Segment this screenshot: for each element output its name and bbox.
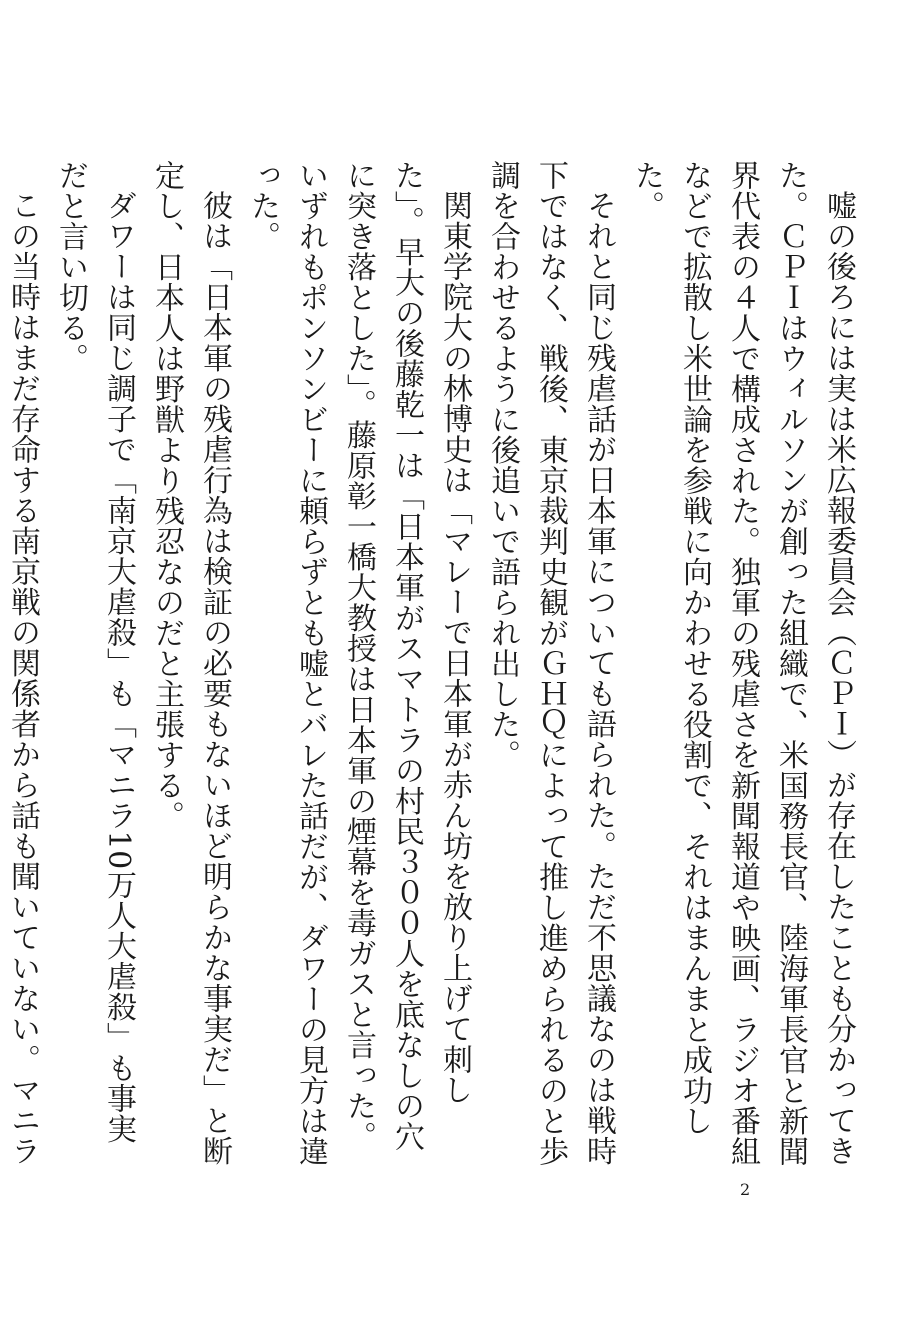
paragraph: 彼は「日本軍の残虐行為は検証の必要もないほど明らかな事実だ」と断定し、日本人は野獣より残忍なのだと主張する。	[149, 160, 232, 1166]
paragraph: 関東学院大の林博史は「マレーで日本軍が赤ん坊を放り上げて刺した」。早大の後藤乾一は「日本軍がスマトラの村民３００人を底なしの穴に突き落とした」。藤原彰一橋大教授は日本軍の煙幕を毒ガスと言った。いずれもポンソンビーに頼らずとも嘘とバレた話だが、ダワーの見方は違った。	[245, 160, 472, 1167]
paragraph: この当時はまだ存命する南京戦の関係者から話も聞いていない。マニラ	[5, 190, 40, 1166]
paragraph: 嘘の後ろには実は米広報委員会（ＣＰＩ）が存在したことも分かってきた。ＣＰＩはウィルソンが創った組織で、米国務長官、陸海軍長官と新聞界代表の４人で構成された。独軍の残虐さを新聞報道や映画、ラジオ番組などで拡散し米世論を参戦に向かわせる役割で、それはまんまと成功した。	[629, 160, 856, 1167]
page-number: 2	[740, 1180, 751, 1199]
vertical-text-body	[0, 160, 862, 1170]
paragraph: ダワーは同じ調子で「南京大虐殺」も「マニラ10万人大虐殺」も事実だと言い切る。	[53, 160, 136, 1145]
paragraph: それと同じ残虐話が日本軍についても語られた。ただ不思議なのは戦時下ではなく、戦後、東京裁判史観がＧＨＱによって推し進められるのと歩調を合わせるように後追いで語られ出した。	[485, 160, 616, 1167]
